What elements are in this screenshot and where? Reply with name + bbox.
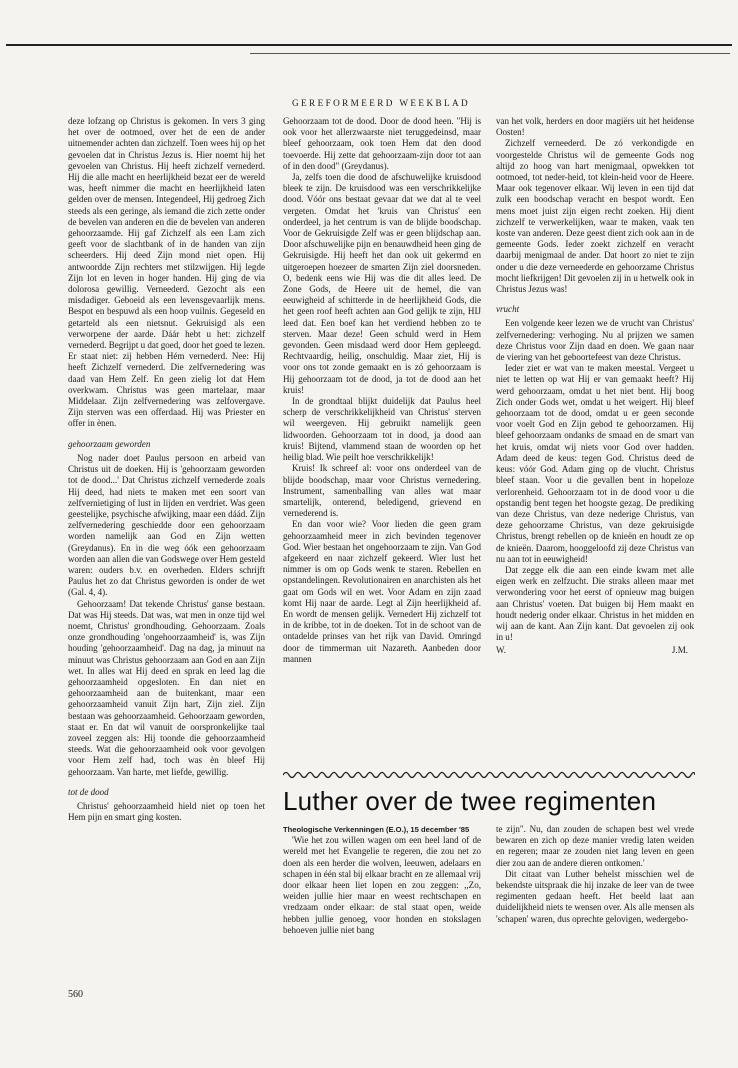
page-number: 560 <box>68 989 83 1000</box>
column-3 <box>496 116 694 657</box>
subheading: tot de dood <box>68 786 109 797</box>
paragraph: Gehoorzaam tot de dood. Door de dood heen. "Hij is ook voor het allerzwaarste niet teruggedeinsd, maar bleef gehoorzaam, ook toen Hem dat den dood toevoerde. Hij zette dat gehoorzaam-zijn door tot aan of in den dood" (Greydanus). <box>283 116 481 171</box>
author-initials: J.M. <box>671 645 688 656</box>
top-rule-secondary <box>250 53 730 54</box>
paragraph: Nog nader doet Paulus persoon en arbeid van Christus uit de doeken. Hij is 'gehoorzaam geworden tot de dood...' Dat Christus zichzelf vernederde zoals Hij deed, had niets te maken met een soort van zelfvernietiging of lust in lijden en verdriet. Was geen geestelijke, psychische afwijking, maar een dáád. Zijn zelfvernedering geschiedde door een gehoorzaam worden namelijk aan God en Zijn wetten (Greydanus). En in die weg óók een gehoorzaam worden aan allen die van Godswege over Hem gesteld waren: ouders b.v. en overheden. Elders schrijft Paulus het zo dat Christus geworden is onder de wet (Gal. 4, 4). <box>68 452 265 598</box>
paragraph: Ieder ziet er wat van te maken meestal. Vergeet u niet te letten op wat Hij er van gemaakt heeft? Hij werd gehoorzaam, omdat u het niet bent. Hij boog Zich onder Gods wet, omdat u het weigert. Hij bleef gehoorzaam tot de dood, omdat u er geen seconde voor voelt God en Zijn gebod te gehoorzamen. Hij bleef gehoorzaam ondanks de smaad en de smart van het kruis, omdat wij niets voor God over hadden. Adam deed de keus: tegen God. Christus deed de keus: vóór God. Adam ging op de vlucht. Christus bleef staan. Voor u die gevallen bent in hopeloze verlorenheid. Gehoorzaam tot in de dood voor u die opstandig bent tegen het hoogste gezag. De prediking van deze Christus, van deze nederige Christus, van deze gehoorzame Christus, van deze gekruisigde Christus, brengt rebellen op de knieën en houdt ze op de knieën. Daarom, hooggeloofd zij deze Christus van nu aan tot in eeuwigheid! <box>496 363 694 564</box>
signature-initial: W. <box>496 645 506 656</box>
paragraph: Een volgende keer lezen we de vrucht van Christus' zelfvernedering: verhoging. Nu al prijzen we samen deze Christus voor Zijn daad en doen. We gaan naar de viering van het geboortefeest van deze Christus. <box>496 318 694 363</box>
paragraph: Zichzelf verneederd. De zó verkondigde en voorgestelde Christus wil de gemeente Gods nog altijd zo hoog van hart menigmaal, opwekken tot ootmoed, tot neder-heid, tot klein-heid voor de Heere. Maar ook tegenover elkaar. Wij leven in een tijd dat zulk een boodschap veracht en bespot wordt. Een mens moet juist zijn eigen recht zoeken. Hij dient zichzelf te verwerkelijken, waar te maken, vaak ten koste van anderen. Deze geest dient zich ook aan in de gemeente Gods. Ieder zoekt zichzelf en veracht daarbij menigmaal de ander. Dat hoort zo niet te zijn onder u die deze verneederde en gehoorzame Christus mocht liefkrijgen! Dit gevoelen zij in u hetwelk ook in Christus Jezus was! <box>496 138 694 295</box>
article-column-2 <box>496 824 694 925</box>
source-citation: Theologische Verkenningen (E.O.), 15 december '85 <box>283 825 470 834</box>
paragraph: 'Wie het zou willen wagen om een heel land of de wereld met het Evangelie te regeren, die zou net zo doen als een herder die wolven, leeuwen, adelaars en schapen in één stal bij elkaar bracht en ze allemaal vrij door elkaar heen liet lopen en zou zeggen: ,,Zo, weiden jullie hier maar en weest rechtschapen en vredzaam onder elkaar: de stal staat open, weide hebben jullie genoeg, voor honden en stokslagen behoeven jullie niet bang <box>283 835 481 935</box>
paragraph: In de grondtaal blijkt duidelijk dat Paulus heel scherp de verschrikkelijkheid van Christus' sterven wil weergeven. Hij gebruikt namelijk geen lidwoorden. Gehoorzaam tot in dood, ja dood aan kruis! Bijtend, vlammend staan de woorden op het heilig blad. Wie peilt hoe verschrikkelijk! <box>283 396 481 463</box>
paragraph: van het volk, herders en door magiërs uit het heidense Oosten! <box>496 116 694 138</box>
paragraph: deze lofzang op Christus is gekomen. In vers 3 ging het over de ootmoed, over het de een de ander uitnemender achten dan zichzelf. Toen wees hij op het gevoelen dat in Christus Jezus is. Hier noemt hij het gevoelen van Christus. Hij heeft zichzelf vernederd. Hij die alle macht en heerlijkheid bezat eer de wereld was, heeft nimmer die macht en heerlijkheid laten gelden over de mensen. Integendeel, Hij gedroeg Zich steeds als een geringe, als iemand die zich zette onder de bevelen van anderen en die de bevelen van anderen gehoorzaamde. Hij gaf Zichzelf als een Lam zich geeft voor de slachtbank of in de handen van zijn scheerders. Hij deed Zijn mond niet open. Hij antwoordde Zijn rechters met stilzwijgen. Hij legde Zijn lot en leven in hoger handen. Hij ging de via dolorosa gewillig. Verneederd. Gezocht als een misdadiger. Geboeid als een levensgevaarlijk mens. Bespot en bespuwd als een hoop vuilnis. Gegeseld en getarteld als een nietsnut. Gekruisigd als een verworpene der aarde. Dáár hebt u het: zichzelf vernederd. Begrijpt u dat goed, door het goed te lezen. Er staat niet: zij hebben Hém vernederd. Nee: Hij heeft Zichzelf vernederd. Die zelfvernedering was daad van Hem Zelf. En geen zielig lot dat Hem overkwam. Christus was geen martelaar, maar Middelaar. Zijn zelfvernedering was zelfovergave. Zijn sterven was een offerdaad. Hij was Priester en offer in ènen. <box>68 116 265 429</box>
running-header: GEREFORMEERD WEEKBLAD <box>292 98 471 108</box>
paragraph: Christus' gehoorzaamheid hield niet op toen het Hem pijn en smart ging kosten. <box>68 800 265 823</box>
paragraph: En dan voor wie? Voor lieden die geen gram gehoorzaamheid meer in zich bevinden tegenover God. Wier bestaan het ongehoorzaam te zijn. Van God afgekeerd en naar zichzelf gekeerd. Wier lust het nimmer is om op Gods wenk te staren. Rebellen en opstandelingen. Revolutionairen en anarchisten als het gaat om Gods wil en wet. Voor Adam en zijn zaad komt Hij naar de aarde. Legt al Zijn heerlijkheid af. En wordt de mensen gelijk. Vernedert Hij zichzelf tot in de kribbe, tot in de doeken. Tot in de schoot van de ontadelde prinses van het rijk van David. Omringd door de timmerman uit Nazareth. Aanbeden door mannen <box>283 519 481 664</box>
subheading: gehoorzaam geworden <box>68 438 151 449</box>
decorative-wave-divider <box>283 769 695 781</box>
paragraph: Gehoorzaam! Dat tekende Christus' ganse bestaan. Dat was Hij steeds. Dat was, wat men in onze tijd wel noemt, Christus' grondhouding. Gehoorzaam. Zoals onze grondhouding 'ongehoorzaamheid' is, was Zijn houding 'gehoorzaamheid'. Dag na dag, ja minuut na minuut was Christus gehoorzaam aan God en aan Zijn wet. In alles wat Hij deed en sprak en leed lag die gehoorzaamheid opgesloten. En dan niet en gehoorzaamheid aan de buitenkant, maar een gehoorzaamheid vanuit Zijn hart, Zijn ziel. Zijn bestaan was gehoorzaamheid. Gehoorzaam geworden, staat er. En dat wil vanuit de oorspronkelijke taal zoveel zeggen als: Hij toonde die gehoorzaamheid steeds. Wat die gehoorzaamheid ook voor gevolgen voor Hem zelf had, toch was èn bleef Hij gehoorzaam. Van harte, met liefde, gewillig. <box>68 598 265 777</box>
top-rule <box>6 44 732 46</box>
paragraph: Dit citaat van Luther behelst misschien wel de bekendste uitspraak die hij inzake de leer van de twee regimenten gedaan heeft. Het beeld laat aan duidelijkheid niets te wensen over. Als alle mensen als 'schapen' waren, dus oprechte gelovigen, wedergebo- <box>496 868 694 924</box>
subheading: vrucht <box>496 304 520 315</box>
paragraph: te zijn". Nu, dan zouden de schapen best wel vrede bewaren en zich op deze manier vredig laten weiden en regeren; maar ze zouden niet lang leven en geen dier zou aan de andere dieren ontkomen.' <box>496 824 694 868</box>
column-1 <box>68 116 265 823</box>
signature-line <box>496 645 694 657</box>
paragraph: Ja, zelfs toen die dood de afschuwelijke kruisdood bleek te zijn. De kruisdood was een verschrikkelijke dood. Vóór ons bestaat gevaar dat we dat al te veel vergeten. Omdat het 'kruis van Christus' een onderdeel, ja het centrum is van de blijde boodschap. Voor de Gekruisigde Zelf was er geen blijdschap aan. Door afschuwelijke pijn en benauwdheid heen ging de Gekruisigde. Hij heeft het dan ook uit gekermd en uitgeroepen hoezeer de smarten Zijn ziel doorsneden. O, bedenk eens wie Hij was die dit alles leed. De Zone Gods, de Heere uit de hemel, die van eeuwigheid af schitterde in de heerlijkheid Gods, die het geen roof heeft achten aan God gelijk te zijn, HIJ leed dat. Een boef kan het verdiend hebben zo te sterven. Maar deze! Geen schuld werd in Hem gevonden. Geen misdaad werd door Hem gepleegd. Rechtvaardig, heilig, onschuldig. Maar ziet, Hij is voor ons tot zonde gemaakt en is zó gehoorzaam is Hij gehoorzaam tot de dood, ja tot de dood aan het kruis! <box>283 172 481 395</box>
paragraph: Kruis! Ik schreef al: voor ons onderdeel van de blijde boodschap, maar voor Christus vernedering. Instrument, samenballing van alles wat maar smartelijk, onterend, beledigend, grievend en vernederend is. <box>283 463 481 519</box>
article-title: Luther over de twee regimenten <box>283 786 657 816</box>
article-column-1 <box>283 824 481 936</box>
paragraph: Dat zegge elk die aan een einde kwam met alle eigen werk en zelfzucht. Die straks alleen maar met verwondering voor het eerst of opnieuw mag buigen aan Christus' voeten. Dat buigen bij Hem maakt en houdt nederig onder elkaar. Christus in het midden en wij aan de kant. Aan Zijn kant. Dat gevoelen zij ook in u! <box>496 564 694 643</box>
column-2 <box>283 116 481 665</box>
